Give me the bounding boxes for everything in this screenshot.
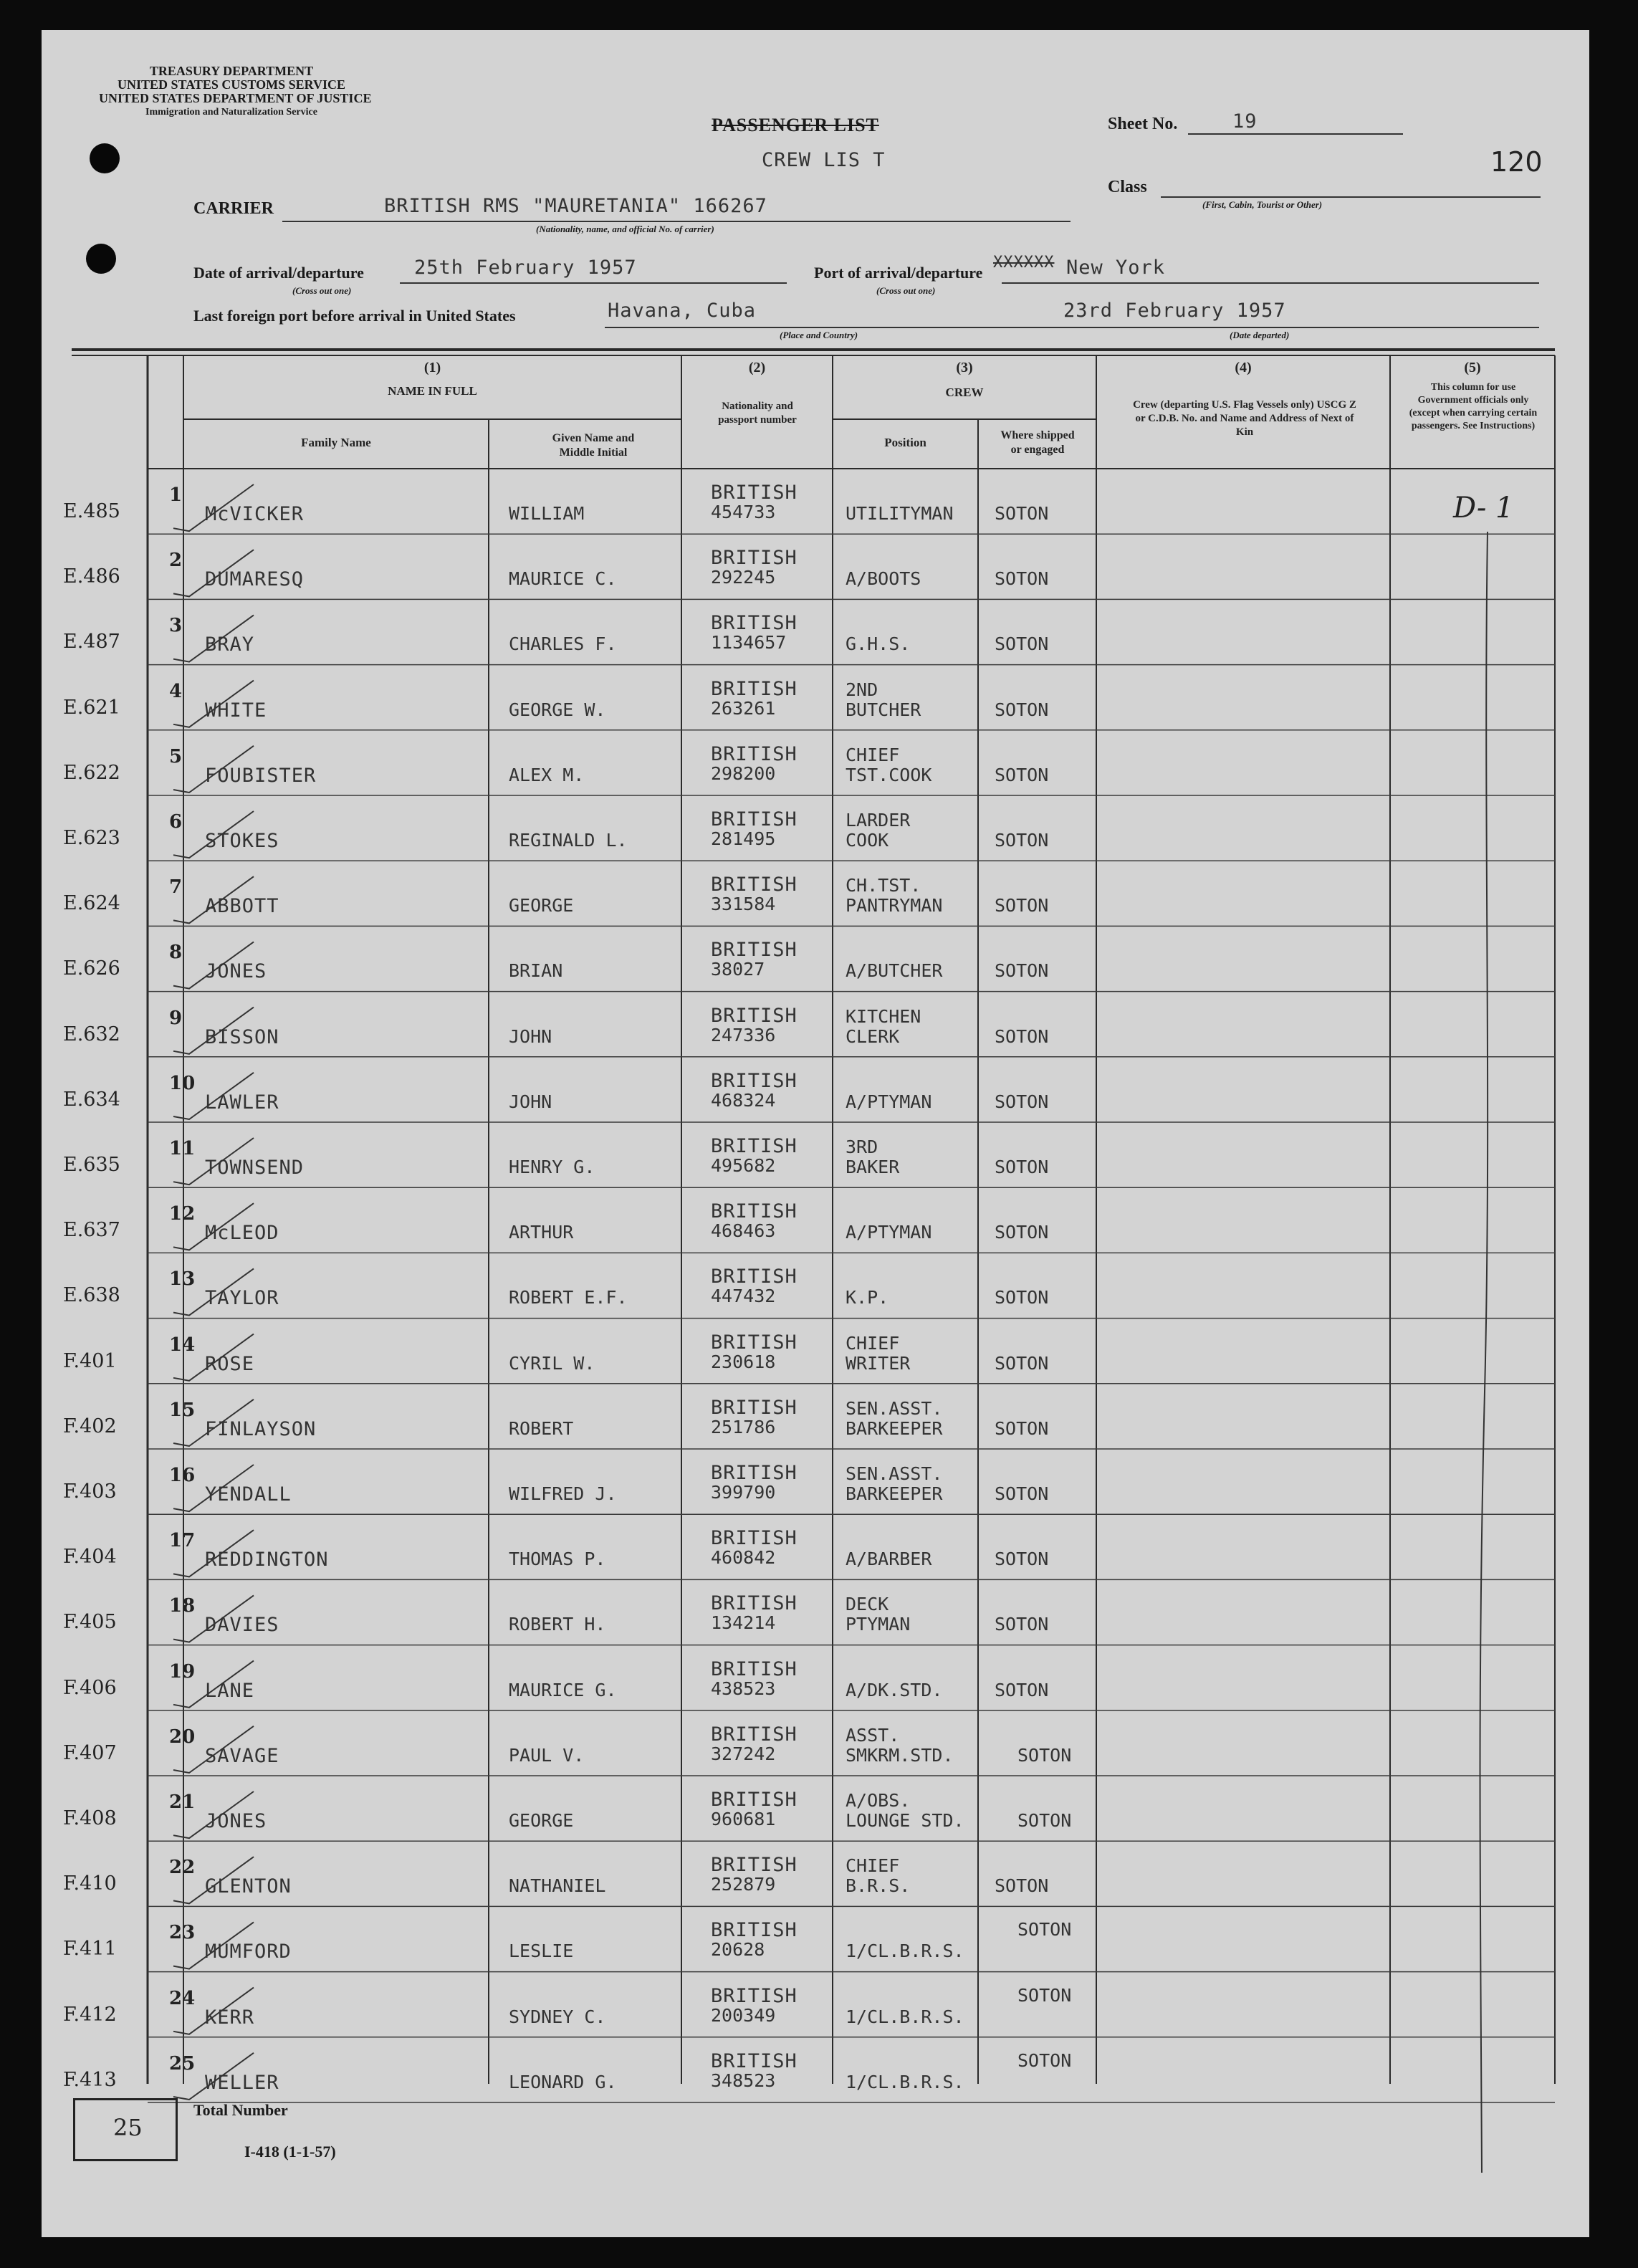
where-shipped: SOTON [995,1157,1049,1177]
family-name: TAYLOR [205,1287,279,1310]
agency-line-4: Immigration and Naturalization Service [145,107,317,118]
position-header: Position [884,436,926,449]
port-label: Port of arrival/departure [814,264,983,282]
given-name: WILFRED J. [509,1483,617,1504]
family-name: BISSON [205,1025,279,1048]
col4-title: Crew (departing U.S. Flag Vessels only) USCG Z or C.D.B. No. and Name and Address of Next of Kin [1133,399,1356,438]
nationality: BRITISH [711,1592,798,1615]
where-shipped: SOTON [995,830,1049,851]
passport-number: 438523 [711,1678,776,1699]
position-line-2: BARKEEPER [846,1417,943,1439]
passport-number: 348523 [711,2070,776,2091]
position-line-2: PTYMAN [846,1614,911,1635]
row-number: 8 [169,942,183,964]
position: 1/CL.B.R.S. [846,2006,964,2027]
page-number: 120 [1490,146,1543,178]
family-name: JONES [205,1810,267,1832]
col1-title: NAME IN FULL [388,384,477,398]
row-number: 11 [169,1138,196,1159]
where-shipped: SOTON [995,1287,1049,1308]
given-name-header: Given Name and Middle Initial [552,432,635,459]
col1-num: (1) [423,360,441,375]
given-name: ROBERT H. [509,1614,606,1635]
port-value: New York [1066,257,1166,279]
family-name: ABBOTT [205,895,279,918]
given-name: GEORGE W. [509,699,606,720]
crew-list-sheet [42,30,1589,2237]
row-ref: E.637 [63,1219,120,1242]
passport-number: 230618 [711,1351,776,1372]
where-shipped: SOTON [995,503,1049,524]
position-line-2: LOUNGE STD. [846,1810,964,1831]
row-number: 13 [169,1268,196,1291]
position-line-2: PANTRYMAN [846,895,943,917]
nationality: BRITISH [711,742,798,765]
family-name: KERR [205,2006,255,2029]
last-port-value: Havana, Cuba [608,300,757,322]
form-number: I-418 (1-1-57) [244,2143,336,2161]
position: A/OBS. [846,1790,911,1811]
given-name: NATHANIEL [509,1875,606,1897]
carrier-value: BRITISH RMS "MAURETANIA" 166267 [384,195,767,217]
passport-number: 134214 [711,1612,776,1634]
date-departed-value: 23rd February 1957 [1063,300,1286,322]
position: CHIEF [846,1332,900,1354]
position-line-2: BUTCHER [846,699,921,720]
row-ref: F.402 [63,1415,117,1437]
position-line-2: SMKRM.STD. [846,1744,954,1766]
row-number: 21 [169,1791,196,1813]
row-ref: F.408 [63,1807,117,1829]
family-name: McLEOD [205,1222,279,1245]
sheet-no: 19 [1232,110,1258,133]
row-number: 22 [169,1857,196,1879]
row-number: 17 [169,1530,196,1552]
where-shipped: SOTON [995,1352,1049,1374]
given-name: LEONARD G. [509,2071,617,2092]
row-ref: E.487 [63,631,120,654]
row-ref: F.405 [63,1611,117,1634]
nationality: BRITISH [711,1984,798,2007]
position: CH.TST. [846,875,921,896]
row-ref: E.626 [63,957,120,980]
passport-number: 468463 [711,1220,776,1242]
passport-number: 263261 [711,697,776,719]
passport-number: 1134657 [711,632,787,654]
position-line-2: CLERK [846,1025,900,1047]
nationality: BRITISH [711,1723,798,1746]
row-number: 16 [169,1465,196,1486]
agency-line-1: TREASURY DEPARTMENT [149,64,314,78]
where-shipped: SOTON [995,1679,1049,1700]
position: 1/CL.B.R.S. [846,2071,964,2092]
date-departed-note: (Date departed) [1230,330,1290,340]
row-number: 10 [169,1072,196,1094]
where-shipped: SOTON [995,1875,1049,1897]
where-shipped: SOTON [1017,1984,1072,2006]
given-name: THOMAS P. [509,1549,606,1570]
list-title-struck: PASSENGER LIST [712,115,879,135]
position: A/DK.STD. [846,1679,943,1700]
row-number: 19 [169,1660,196,1683]
list-title: CREW LIS T [762,149,886,171]
family-name: WHITE [205,699,267,722]
family-name: LANE [205,1679,255,1702]
nationality: BRITISH [711,1789,798,1811]
col5-title: This column for use Government officials only (except when carrying certain passengers. See Instructions) [1409,382,1538,431]
family-name: SAVAGE [205,1744,279,1767]
row-number: 7 [169,876,183,899]
position: UTILITYMAN [846,503,954,524]
col4-num: (4) [1235,360,1252,375]
passport-number: 20628 [711,1939,765,1961]
row-number: 2 [169,550,183,572]
row-number: 15 [169,1399,196,1421]
row-number: 25 [169,2052,196,2075]
row-ref: E.624 [63,892,120,915]
where-shipped: SOTON [995,895,1049,917]
where-shipped: SOTON [995,699,1049,720]
arrival-date-label-text: Date of arrival/departure [193,264,364,282]
where-shipped: SOTON [1017,1744,1072,1766]
given-name: PAUL V. [509,1744,585,1766]
row-ref: E.638 [63,1284,120,1307]
given-name: REGINALD L. [509,830,628,851]
col3-title: CREW [945,386,984,399]
position: K.P. [846,1287,889,1308]
row-number: 4 [169,680,183,702]
position: G.H.S. [846,633,911,655]
row-ref: E.634 [63,1088,120,1111]
row-number: 9 [169,1007,183,1029]
passport-number: 468324 [711,1089,776,1111]
position: A/PTYMAN [846,1222,932,1243]
class-note: (First, Cabin, Tourist or Other) [1202,199,1323,210]
row-ref: F.404 [63,1546,117,1569]
row-number: 20 [169,1726,196,1748]
nationality: BRITISH [711,1004,798,1027]
col3-num: (3) [956,360,973,375]
where-shipped: SOTON [995,633,1049,655]
given-name: ARTHUR [509,1222,574,1243]
row-ref: F.410 [63,1872,117,1895]
given-name: MAURICE C. [509,568,617,590]
passport-number: 292245 [711,567,776,588]
passport-number: 495682 [711,1155,776,1176]
family-name-header: Family Name [301,436,371,449]
passport-number: 399790 [711,1482,776,1503]
col5-num: (5) [1464,360,1481,375]
row-number: 1 [169,484,183,506]
position: A/BOOTS [846,568,921,590]
family-name: YENDALL [205,1483,292,1506]
where-shipped: SOTON [995,1549,1049,1570]
total-value: 25 [113,2114,143,2141]
given-name: CHARLES F. [509,633,617,655]
where-shipped: SOTON [995,960,1049,982]
port-cross-note: (Cross out one) [876,285,936,296]
col5-pencil-mark: D- 1 [1453,492,1514,525]
position: A/BARBER [846,1549,932,1570]
family-name: FOUBISTER [205,764,317,787]
nationality: BRITISH [711,2049,798,2072]
arrival-date-value: 25th February 1957 [414,257,637,279]
given-name: GEORGE [509,1810,574,1831]
given-name: HENRY G. [509,1157,595,1177]
col2-num: (2) [748,360,766,375]
nationality: BRITISH [711,1265,798,1288]
row-ref: E.635 [63,1154,120,1176]
given-name: BRIAN [509,960,563,982]
family-name: TOWNSEND [205,1157,305,1179]
position-line-2: BAKER [846,1157,900,1177]
given-name: SYDNEY C. [509,2006,606,2027]
row-ref: E.623 [63,827,120,849]
position-line-2: B.R.S. [846,1875,911,1897]
nationality: BRITISH [711,1527,798,1550]
row-ref: E.622 [63,761,120,784]
family-name: LAWLER [205,1091,279,1114]
row-number: 23 [169,1922,196,1944]
passport-number: 327242 [711,1743,776,1764]
position: DECK [846,1594,889,1615]
position: A/PTYMAN [846,1091,932,1112]
where-shipped: SOTON [995,1614,1049,1635]
passport-number: 247336 [711,1024,776,1046]
row-ref: F.412 [63,2003,117,2026]
row-ref: F.403 [63,1480,117,1503]
port-struck: XXXXXX [993,254,1055,272]
given-name: JOHN [509,1025,552,1047]
passport-number: 331584 [711,894,776,915]
nationality: BRITISH [711,482,798,504]
position-line-2: WRITER [846,1352,911,1374]
where-shipped: SOTON [995,1091,1049,1112]
position: SEN.ASST. [846,1397,943,1419]
row-ref: F.401 [63,1349,117,1372]
passport-number: 281495 [711,828,776,849]
family-name: BRAY [205,633,255,656]
agency-line-3: UNITED STATES DEPARTMENT OF JUSTICE [99,91,372,105]
family-name: MUMFORD [205,1941,292,1963]
nationality: BRITISH [711,1854,798,1877]
family-name: GLENTON [205,1875,292,1898]
where-shipped: SOTON [995,1222,1049,1243]
position: 1/CL.B.R.S. [846,1941,964,1962]
where-shipped-header: Where shipped or engaged [1000,429,1075,456]
family-name: DUMARESQ [205,568,305,591]
row-ref: E.486 [63,565,120,588]
given-name: MAURICE G. [509,1679,617,1700]
where-shipped: SOTON [995,1417,1049,1439]
nationality: BRITISH [711,874,798,896]
where-shipped: SOTON [1017,1919,1072,1941]
place-note: (Place and Country) [780,330,858,340]
passport-number: 252879 [711,1874,776,1895]
where-shipped: SOTON [995,764,1049,785]
passport-number: 447432 [711,1286,776,1307]
position-line-2: TST.COOK [846,764,932,785]
where-shipped: SOTON [995,1025,1049,1047]
passport-number: 460842 [711,1547,776,1569]
position-line-2: BARKEEPER [846,1483,943,1504]
position: A/BUTCHER [846,960,943,982]
passport-number: 960681 [711,1809,776,1829]
position-line-2: COOK [846,830,889,851]
family-name: FINLAYSON [205,1417,317,1440]
row-number: 5 [169,745,183,767]
col2-title: Nationality and passport number [718,401,797,426]
row-ref: F.413 [63,2068,117,2091]
row-ref: F.406 [63,1676,117,1699]
arrival-cross-note: (Cross out one) [292,285,352,296]
where-shipped: SOTON [1017,2049,1072,2071]
given-name: WILLIAM [509,503,585,524]
carrier-note: (Nationality, name, and official No. of carrier) [536,224,714,234]
row-number: 3 [169,615,183,637]
position: CHIEF [846,1855,900,1877]
given-name: ALEX M. [509,764,585,785]
row-ref: E.621 [63,696,120,719]
given-name: ROBERT [509,1417,574,1439]
position: LARDER [846,810,911,831]
nationality: BRITISH [711,612,798,635]
row-number: 24 [169,1987,196,2009]
given-name: GEORGE [509,895,574,917]
position: 2ND [846,679,878,700]
position: KITCHEN [846,1005,921,1027]
family-name: ROSE [205,1352,255,1375]
given-name: JOHN [509,1091,552,1112]
passport-number: 251786 [711,1416,776,1437]
sheet-label: Sheet No. [1108,115,1178,133]
given-name: LESLIE [509,1941,574,1962]
passport-number: 38027 [711,959,765,980]
nationality: BRITISH [711,1135,798,1157]
family-name: WELLER [205,2071,279,2094]
family-name: REDDINGTON [205,1549,329,1571]
row-ref: F.407 [63,1741,117,1764]
row-number: 6 [169,811,183,833]
position: 3RD [846,1137,878,1157]
passport-number: 454733 [711,502,776,522]
class-label: Class [1108,178,1147,196]
nationality: BRITISH [711,1462,798,1484]
nationality: BRITISH [711,1657,798,1680]
family-name: McVICKER [205,503,305,525]
where-shipped: SOTON [1017,1810,1072,1831]
nationality: BRITISH [711,1331,798,1354]
last-port-label: Last foreign port before arrival in United States [193,307,516,325]
where-shipped: SOTON [995,1483,1049,1504]
nationality: BRITISH [711,677,798,700]
nationality: BRITISH [711,547,798,570]
row-number: 14 [169,1334,196,1356]
given-name: CYRIL W. [509,1352,595,1374]
passport-number: 298200 [711,762,776,784]
nationality: BRITISH [711,1069,798,1092]
agency-line-2: UNITED STATES CUSTOMS SERVICE [118,77,345,92]
nationality: BRITISH [711,1200,798,1223]
nationality: BRITISH [711,808,798,831]
row-ref: F.411 [63,1938,117,1961]
passport-number: 200349 [711,2004,776,2026]
row-number: 12 [169,1203,196,1225]
family-name: STOKES [205,830,279,852]
nationality: BRITISH [711,1396,798,1419]
row-number: 18 [169,1595,196,1617]
position: SEN.ASST. [846,1463,943,1484]
family-name: JONES [205,960,267,983]
given-name: ROBERT E.F. [509,1287,628,1308]
family-name: DAVIES [205,1614,279,1637]
where-shipped: SOTON [995,568,1049,590]
row-ref: E.485 [63,500,120,522]
row-ref: E.632 [63,1023,120,1046]
total-label: Total Number [193,2101,288,2119]
position: CHIEF [846,744,900,765]
nationality: BRITISH [711,1919,798,1942]
col5-vertical-pencil-line [1480,532,1488,2173]
nationality: BRITISH [711,939,798,962]
carrier-label: CARRIER [193,199,274,218]
position: ASST. [846,1724,900,1746]
